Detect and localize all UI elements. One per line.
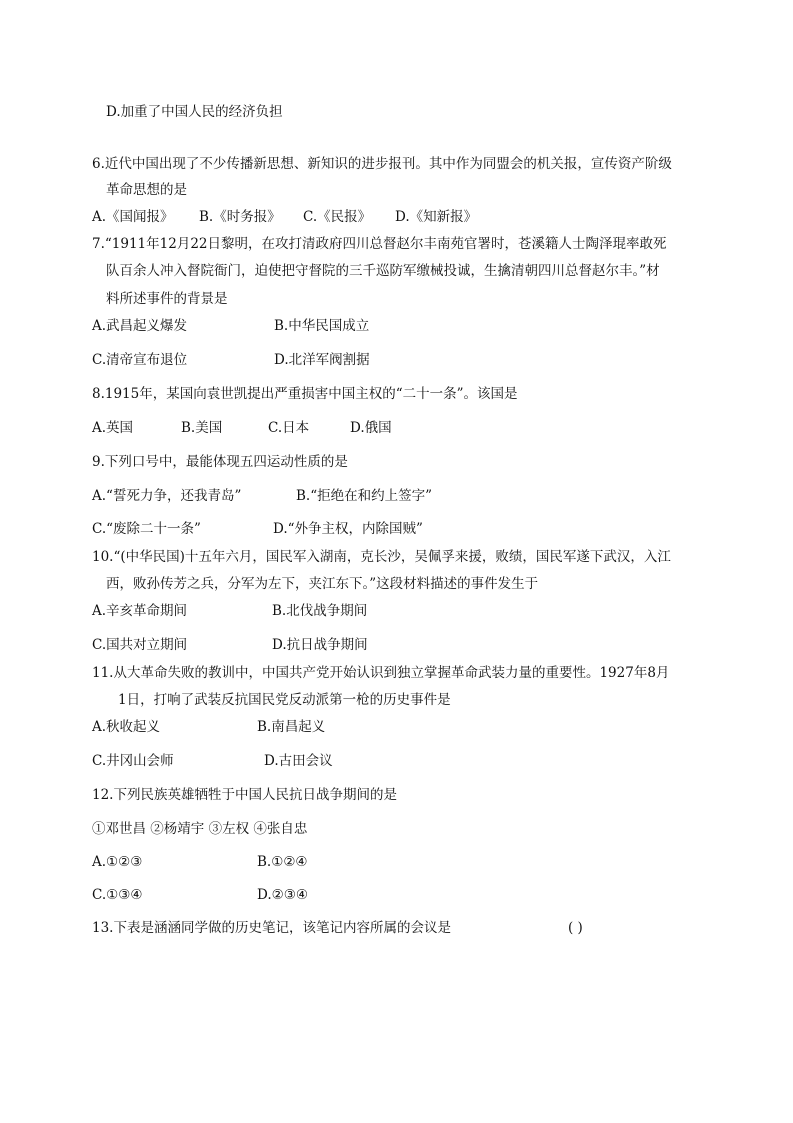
q8-option-c: C.日本 — [268, 420, 310, 436]
q7-option-d: D.北洋军阀割据 — [274, 352, 370, 368]
q9-option-b: B.“拒绝在和约上签字” — [296, 488, 433, 504]
q8-stem: 8.1915年，某国向袁世凯提出严重损害中国主权的“二十一条”。该国是 — [92, 386, 518, 402]
q6-stem-line2: 革命思想的是 — [106, 182, 187, 198]
q7-option-c: C.清帝宣布退位 — [92, 352, 188, 368]
q8-option-b: B.美国 — [181, 420, 223, 436]
q12-option-a: A.①②③ — [92, 854, 143, 870]
q10-option-a: A.辛亥革命期间 — [92, 603, 188, 619]
q6-stem-line1: 6.近代中国出现了不少传播新思想、新知识的进步报刊。其中作为同盟会的机关报，宣传资产阶级 — [92, 156, 672, 172]
q9-option-c: C.“废除二十一条” — [92, 521, 201, 537]
q10-option-c: C.国共对立期间 — [92, 637, 188, 653]
q9-option-d: D.“外争主权，内除国贼” — [273, 521, 423, 537]
q13-stem: 13.下表是涵涵同学做的历史笔记，该笔记内容所属的会议是 — [92, 920, 451, 936]
q10-option-b: B.北伐战争期间 — [272, 603, 368, 619]
q11-stem-line1: 11.从大革命失败的教训中，中国共产党开始认识到独立掌握革命武装力量的重要性。1927年8月 — [92, 665, 670, 681]
q13-answer-blank: ( ) — [568, 920, 583, 936]
q12-option-c: C.①③④ — [92, 887, 143, 903]
q7-stem-line2: 队百余人冲入督院衙门，迫使把守督院的三千巡防军缴械投诚，生擒清朝四川总督赵尔丰。”材 — [106, 263, 660, 279]
q9-option-a: A.“誓死力争，还我青岛” — [92, 488, 242, 504]
q6-option-a: A.《国闻报》 — [92, 209, 174, 225]
q10-stem-line1: 10.“(中华民国)十五年六月，国民军入湖南，克长沙，吴佩孚来援，败绩，国民军遂下武汉，入江 — [92, 549, 671, 565]
q11-stem-line2: 1日，打响了武装反抗国民党反动派第一枪的历史事件是 — [118, 692, 451, 708]
q7-stem-line3: 料所述事件的背景是 — [106, 291, 228, 307]
q11-option-a: A.秋收起义 — [92, 719, 161, 735]
q12-option-d: D.②③④ — [257, 887, 308, 903]
q10-option-d: D.抗日战争期间 — [272, 637, 368, 653]
q11-option-d: D.古田会议 — [264, 753, 333, 769]
q6-option-d: D.《知新报》 — [395, 209, 478, 225]
q12-stem: 12.下列民族英雄牺牲于中国人民抗日战争期间的是 — [92, 787, 397, 803]
q8-option-d: D.俄国 — [350, 420, 392, 436]
q12-items: ①邓世昌 ②杨靖宇 ③左权 ④张自忠 — [92, 821, 308, 837]
q6-option-c: C.《民报》 — [303, 209, 372, 225]
q7-option-a: A.武昌起义爆发 — [92, 318, 188, 334]
q6-option-b: B.《时务报》 — [199, 209, 281, 225]
q11-option-b: B.南昌起义 — [257, 719, 326, 735]
q7-option-b: B.中华民国成立 — [274, 318, 370, 334]
q5-option-d: D.加重了中国人民的经济负担 — [106, 104, 283, 120]
q12-option-b: B.①②④ — [257, 854, 308, 870]
q7-stem-line1: 7.“1911年12月22日黎明，在攻打清政府四川总督赵尔丰南苑官署时，苍溪籍人士陶泽琨率敢死 — [92, 236, 667, 252]
q11-option-c: C.井冈山会师 — [92, 753, 174, 769]
q8-option-a: A.英国 — [92, 420, 134, 436]
q9-stem: 9.下列口号中，最能体现五四运动性质的是 — [92, 454, 348, 470]
q10-stem-line2: 西，败孙传芳之兵，分军为左下，夹江东下。”这段材料描述的事件发生于 — [106, 576, 539, 592]
